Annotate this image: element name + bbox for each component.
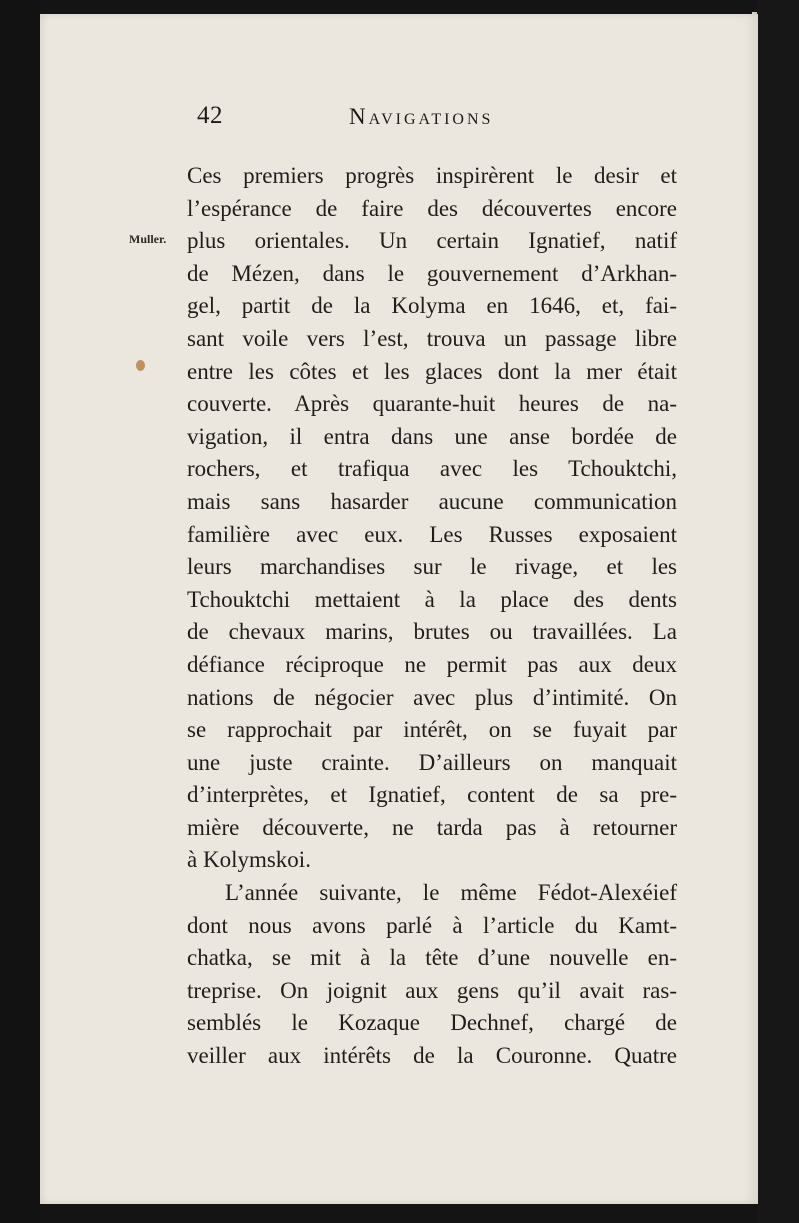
- text-line: de chevaux marins, brutes ou travaillées. La: [187, 619, 677, 645]
- scan-backdrop-right: [757, 0, 799, 1223]
- text-line: nations de négocier avec plus d’intimité. On: [187, 684, 677, 710]
- scan-backdrop-left: [0, 0, 40, 1223]
- text-line: L’année suivante, le même Fédot-Alexéief: [225, 880, 677, 906]
- text-line: semblés le Kozaque Dechnef, chargé de: [187, 1010, 677, 1036]
- text-line: entre les côtes et les glaces dont la mer était: [187, 358, 677, 384]
- text-line: mais sans hasarder aucune communication: [187, 488, 677, 514]
- body-text: [187, 160, 677, 1073]
- foxing-spot: [136, 360, 145, 371]
- text-line: vigation, il entra dans une anse bordée de: [187, 423, 677, 449]
- text-line: plus orientales. Un certain Ignatief, natif: [187, 228, 677, 254]
- text-line: mière découverte, ne tarda pas à retourner: [187, 814, 677, 840]
- text-line: d’interprètes, et Ignatief, content de sa pre-: [187, 782, 677, 808]
- text-line: Ces premiers progrès inspirèrent le desir et: [187, 163, 677, 188]
- text-line: se rapprochait par intérêt, on se fuyait par: [187, 717, 677, 743]
- text-line: une juste crainte. D’ailleurs on manquait: [187, 749, 677, 775]
- text-line: rochers, et trafiqua avec les Tchouktchi,: [187, 456, 677, 482]
- text-line: défiance réciproque ne permit pas aux deux: [187, 651, 677, 677]
- margin-note: Muller.: [129, 232, 167, 246]
- running-title: Navigations: [349, 104, 494, 129]
- text-line: chatka, se mit à la tête d’une nouvelle en-: [187, 945, 677, 971]
- text-line: à Kolymskoi.: [187, 847, 311, 873]
- text-line: leurs marchandises sur le rivage, et les: [187, 554, 677, 580]
- text-line: dont nous avons parlé à l’article du Kamt-: [187, 912, 677, 938]
- running-head: [40, 14, 758, 144]
- text-line: sant voile vers l’est, trouva un passage libre: [187, 325, 677, 351]
- text-line: gel, partit de la Kolyma en 1646, et, fai-: [187, 293, 677, 319]
- text-line: familière avec eux. Les Russes exposaient: [187, 521, 677, 547]
- text-line: treprise. On joignit aux gens qu’il avait ras-: [187, 977, 677, 1003]
- text-line: veiller aux intérêts de la Couronne. Quatre: [187, 1043, 677, 1069]
- text-line: couverte. Après quarante-huit heures de na-: [187, 391, 677, 417]
- book-page: [40, 14, 758, 1204]
- text-line: de Mézen, dans le gouvernement d’Arkhan-: [187, 260, 677, 286]
- text-line: Tchouktchi mettaient à la place des dents: [187, 586, 677, 612]
- page-number: 42: [197, 102, 223, 129]
- text-line: l’espérance de faire des découvertes encore: [187, 195, 677, 221]
